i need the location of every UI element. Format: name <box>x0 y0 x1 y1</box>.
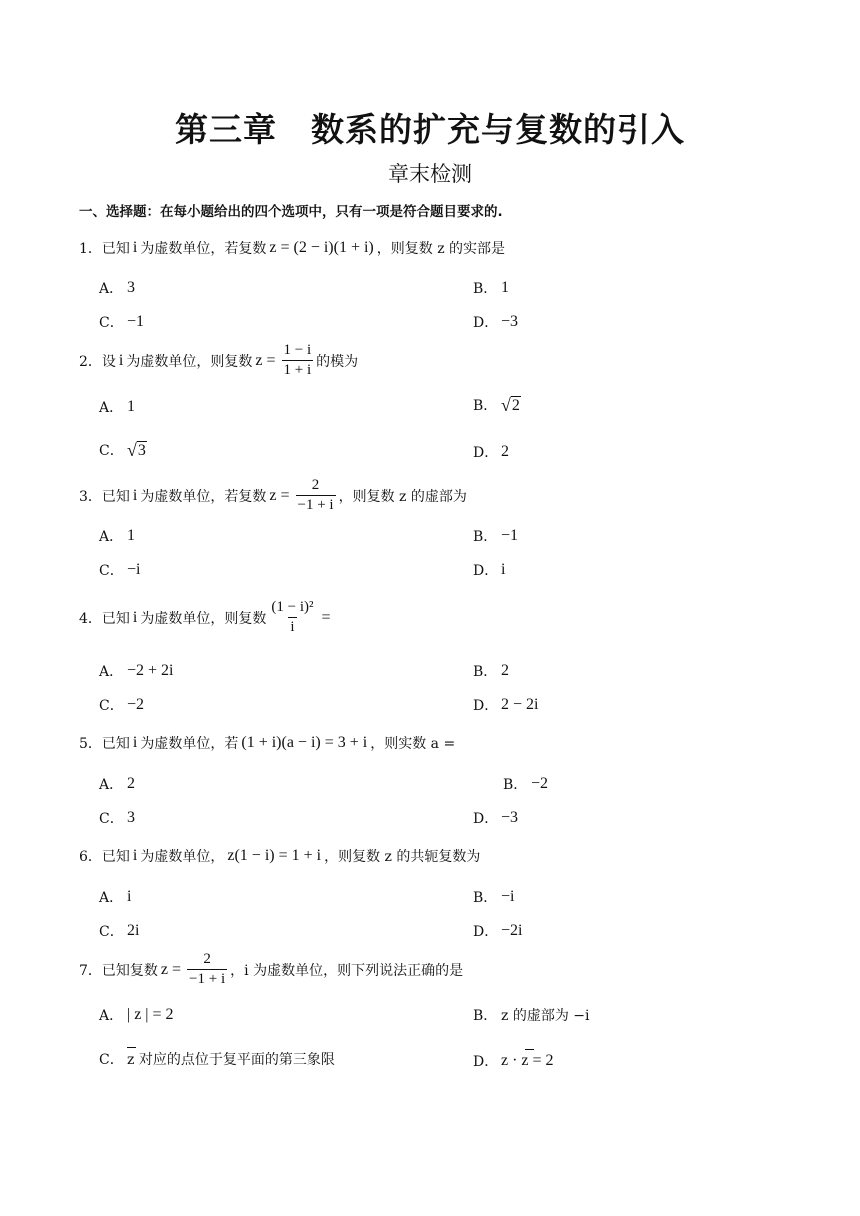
option-label: D． <box>473 445 499 461</box>
option-label: A． <box>99 664 124 680</box>
conjugate-bar <box>127 1047 136 1049</box>
fraction <box>187 950 227 989</box>
math-expression: = <box>321 608 331 626</box>
option-value: 2 − 2i <box>501 696 539 713</box>
imaginary-unit: i <box>132 734 138 751</box>
option-a[interactable] <box>99 278 135 298</box>
imaginary-unit: i <box>132 847 138 864</box>
question-2-stem <box>79 341 358 380</box>
option-label: D． <box>473 811 499 827</box>
fraction <box>296 476 336 515</box>
option-d[interactable] <box>473 921 522 941</box>
math-expression: z = <box>269 486 290 504</box>
option-a[interactable] <box>99 661 174 681</box>
fraction <box>282 341 314 380</box>
option-value: 1 <box>127 398 135 415</box>
question-text: 为虚数单位，若复数 <box>140 488 267 505</box>
section-heading: 一、选择题：在每小题给出的四个选项中，只有一项是符合题目要求的. <box>79 204 503 220</box>
imaginary-unit: i <box>118 351 124 369</box>
option-d[interactable] <box>473 1051 554 1071</box>
option-value: 3 <box>127 279 135 296</box>
option-value: −2 + 2i <box>127 662 174 679</box>
question-text: ，则实数 a = <box>370 736 456 752</box>
question-text: 已知 <box>101 849 130 865</box>
fraction-numerator: 2 <box>203 951 211 967</box>
question-3-stem <box>79 476 467 515</box>
option-value: i <box>127 888 132 905</box>
option-label: B． <box>473 398 498 414</box>
option-value: i <box>501 561 506 578</box>
imaginary-unit: i <box>132 239 138 256</box>
sqrt-expression <box>127 441 147 459</box>
option-label: D． <box>473 698 499 714</box>
option-value: −i <box>127 561 141 578</box>
question-number: 1． <box>79 241 102 257</box>
imaginary-unit: i <box>132 608 138 626</box>
question-text: 的模为 <box>316 353 359 370</box>
option-b[interactable] <box>473 526 518 546</box>
option-value: −1 <box>127 313 145 330</box>
option-label: B． <box>473 281 498 297</box>
question-text: 已知 <box>101 610 130 627</box>
question-text: 已知复数 <box>101 962 158 979</box>
question-text: 已知 <box>101 736 130 752</box>
option-value: −2i <box>501 922 523 939</box>
option-label: D． <box>473 315 499 331</box>
math-expression: z(1 − i) = 1 + i <box>227 847 322 864</box>
option-a[interactable] <box>99 397 135 417</box>
option-value: −2 <box>127 696 145 713</box>
option-d[interactable] <box>473 442 509 462</box>
option-b[interactable] <box>473 661 509 681</box>
option-a[interactable] <box>99 774 135 794</box>
option-label: D． <box>473 924 499 940</box>
option-b[interactable] <box>473 278 509 298</box>
question-text: ，则复数 z 的实部是 <box>376 241 506 257</box>
sqrt-expression <box>501 396 521 414</box>
question-number: 2． <box>79 353 102 370</box>
question-text: 设 <box>101 353 116 370</box>
option-label: D． <box>473 563 499 579</box>
question-4-stem <box>79 598 334 637</box>
radical-sign: √ <box>127 440 137 460</box>
option-label: C． <box>99 1052 124 1068</box>
question-text: 为虚数单位， <box>140 849 225 865</box>
option-label: B． <box>473 890 498 906</box>
option-label: C． <box>99 924 124 940</box>
question-text: 已知 <box>101 241 130 257</box>
question-text: 为虚数单位，则复数 <box>140 610 267 627</box>
option-label: B． <box>473 529 498 545</box>
option-value: 2 <box>127 775 135 792</box>
option-c[interactable] <box>99 921 139 941</box>
fraction-denominator: i <box>290 619 295 635</box>
page-subtitle: 章末检测 <box>388 162 472 186</box>
option-value: z · z = 2 <box>501 1052 554 1069</box>
option-label: A． <box>99 529 124 545</box>
question-text: 已知 <box>101 488 130 505</box>
option-a[interactable] <box>99 887 131 907</box>
page-title: 第三章 数系的扩充与复数的引入 <box>175 110 685 149</box>
question-number: 5． <box>79 736 102 752</box>
fraction-numerator: 2 <box>311 477 320 493</box>
option-value: −i <box>501 888 515 905</box>
option-b[interactable] <box>503 774 548 794</box>
option-value: z 对应的点位于复平面的第三象限 <box>127 1052 335 1068</box>
option-label: A． <box>99 777 124 793</box>
radical-sign: √ <box>501 395 511 415</box>
question-text: 为虚数单位，若 <box>140 736 239 752</box>
option-c[interactable] <box>99 1049 335 1069</box>
option-c[interactable] <box>99 560 140 580</box>
question-text: ，则复数 z 的共轭复数为 <box>324 849 481 865</box>
option-b[interactable] <box>473 887 514 907</box>
option-value: 2 <box>501 662 509 679</box>
option-value: −3 <box>501 313 519 330</box>
option-label: C． <box>99 811 124 827</box>
option-b[interactable] <box>473 1005 589 1025</box>
option-value: | z | = 2 <box>127 1006 174 1023</box>
option-label: D． <box>473 1054 499 1070</box>
question-1-stem <box>79 238 505 258</box>
option-value: 2 <box>511 397 520 414</box>
question-text: ，则复数 z 的虚部为 <box>338 488 467 505</box>
option-c[interactable] <box>99 695 144 715</box>
option-value: 1 <box>501 279 509 296</box>
option-value: −1 <box>501 527 519 544</box>
option-b[interactable] <box>473 395 521 415</box>
option-label: B． <box>503 777 528 793</box>
imaginary-unit: i <box>132 486 138 504</box>
math-expression: z = <box>255 351 276 369</box>
math-expression: (1 + i)(a − i) = 3 + i <box>241 734 368 751</box>
option-label: B． <box>473 1008 498 1024</box>
fraction-denominator: −1 + i <box>297 497 334 513</box>
math-expression: z = (2 − i)(1 + i) <box>269 239 374 256</box>
question-number: 7． <box>79 962 102 979</box>
option-value: 3 <box>127 809 135 826</box>
option-c[interactable] <box>99 440 147 460</box>
option-label: C． <box>99 563 124 579</box>
option-label: C． <box>99 443 124 459</box>
question-number: 3． <box>79 488 102 505</box>
option-label: C． <box>99 698 124 714</box>
question-text: 为虚数单位，若复数 <box>140 241 267 257</box>
option-c[interactable] <box>99 808 135 828</box>
fraction-numerator: (1 − i)² <box>271 599 314 615</box>
fraction <box>269 598 315 637</box>
option-d[interactable] <box>473 312 518 332</box>
question-7-stem <box>79 950 463 989</box>
option-value: 2 <box>501 443 509 460</box>
question-number: 6． <box>79 849 102 865</box>
question-5-stem <box>79 733 455 753</box>
option-d[interactable] <box>473 808 518 828</box>
fraction-denominator: 1 + i <box>283 362 312 378</box>
question-text: 为虚数单位，则复数 <box>126 353 253 370</box>
option-value: 3 <box>137 442 146 459</box>
fraction-denominator: −1 + i <box>189 971 226 987</box>
option-value: 1 <box>127 527 135 544</box>
option-d[interactable] <box>473 695 538 715</box>
option-label: C． <box>99 315 124 331</box>
option-value: −3 <box>501 809 519 826</box>
question-text: ，i 为虚数单位，则下列说法正确的是 <box>230 962 464 979</box>
option-value: z 的虚部为 −i <box>501 1008 590 1024</box>
conjugate-bar <box>525 1049 534 1051</box>
option-label: A． <box>99 281 124 297</box>
option-d[interactable] <box>473 560 505 580</box>
option-label: A． <box>99 400 124 416</box>
option-c[interactable] <box>99 312 144 332</box>
question-number: 4． <box>79 610 102 627</box>
option-value: 2i <box>127 922 140 939</box>
option-label: A． <box>99 1008 124 1024</box>
option-value: −2 <box>531 775 549 792</box>
question-6-stem <box>79 846 480 866</box>
math-expression: z = <box>160 960 182 978</box>
option-a[interactable] <box>99 1005 174 1025</box>
option-label: A． <box>99 890 124 906</box>
option-label: B． <box>473 664 498 680</box>
fraction-numerator: 1 − i <box>283 342 312 358</box>
option-a[interactable] <box>99 526 135 546</box>
